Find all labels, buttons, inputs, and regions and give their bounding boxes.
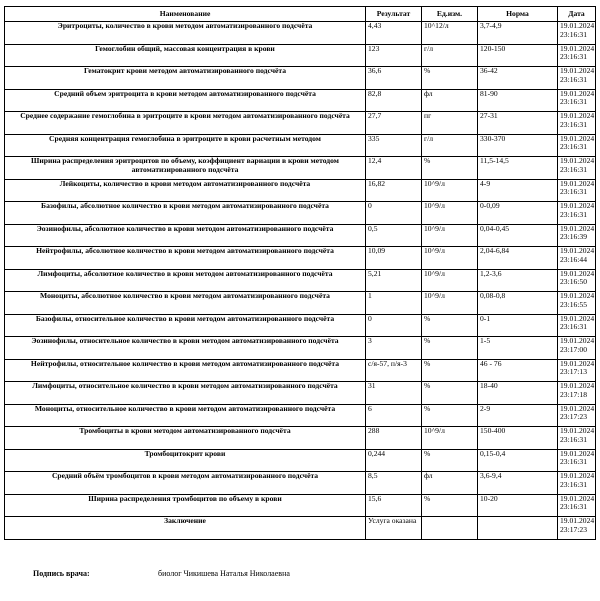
norm-cell: 46 - 76	[478, 359, 558, 382]
norm-cell: 3,7-4,9	[478, 22, 558, 45]
table-row	[5, 22, 596, 45]
unit-cell: пг	[422, 112, 478, 135]
result-cell: 6	[366, 404, 422, 427]
table-row	[5, 179, 596, 202]
date-cell	[558, 157, 596, 180]
date-value: 19.01.2024	[560, 44, 595, 53]
time-value: 23:17:23	[560, 524, 588, 534]
date-cell	[558, 224, 596, 247]
name-cell: Ширина распределения тромбоцитов по объему в крови	[5, 494, 366, 517]
name-cell: Заключение	[5, 517, 366, 540]
header-unit: Ед.изм.	[422, 7, 478, 22]
header-date: Дата	[558, 7, 596, 22]
date-value: 19.01.2024	[560, 21, 595, 30]
time-value: 23:16:31	[560, 74, 588, 84]
date-cell	[558, 427, 596, 450]
name-cell: Тромбоцитокрит крови	[5, 449, 366, 472]
table-body	[5, 22, 596, 540]
table-row	[5, 89, 596, 112]
name-cell: Лейкоциты, количество в крови методом автоматизированного подсчёта	[5, 179, 366, 202]
date-cell	[558, 112, 596, 135]
date-value: 19.01.2024	[560, 201, 595, 210]
date-value: 19.01.2024	[560, 449, 595, 458]
result-cell: 8,5	[366, 472, 422, 495]
table-row	[5, 134, 596, 157]
result-cell: 12,4	[366, 157, 422, 180]
time-value: 23:16:31	[560, 97, 588, 107]
date-cell	[558, 22, 596, 45]
name-cell: Ширина распределения эритроцитов по объему, коэффициент вариации в крови методом автоматизированного подсчёта	[5, 157, 366, 180]
unit-cell: %	[422, 67, 478, 90]
date-value: 19.01.2024	[560, 336, 595, 345]
result-cell: 10,09	[366, 247, 422, 270]
date-cell	[558, 44, 596, 67]
date-cell	[558, 472, 596, 495]
unit-cell: 10^12/л	[422, 22, 478, 45]
date-value: 19.01.2024	[560, 381, 595, 390]
unit-cell: г/л	[422, 44, 478, 67]
result-cell: 36,6	[366, 67, 422, 90]
unit-cell: 10^9/л	[422, 179, 478, 202]
result-cell: 27,7	[366, 112, 422, 135]
unit-cell: %	[422, 359, 478, 382]
name-cell: Средний объём тромбоцитов в крови методом автоматизированного подсчёта	[5, 472, 366, 495]
result-cell: 0	[366, 314, 422, 337]
time-value: 23:16:31	[560, 52, 588, 62]
table-row	[5, 269, 596, 292]
time-value: 23:16:31	[560, 322, 588, 332]
date-cell	[558, 292, 596, 315]
norm-cell: 0-0,09	[478, 202, 558, 225]
date-value: 19.01.2024	[560, 359, 595, 368]
unit-cell: %	[422, 449, 478, 472]
time-value: 23:16:50	[560, 277, 588, 287]
time-value: 23:16:31	[560, 209, 588, 219]
result-cell: Услуга оказана	[366, 517, 422, 540]
time-value: 23:17:18	[560, 389, 588, 399]
table-row	[5, 472, 596, 495]
date-cell	[558, 404, 596, 427]
date-cell	[558, 67, 596, 90]
table-row	[5, 314, 596, 337]
date-cell	[558, 449, 596, 472]
result-cell: 31	[366, 382, 422, 405]
name-cell: Тромбоциты в крови методом автоматизированного подсчёта	[5, 427, 366, 450]
date-value: 19.01.2024	[560, 156, 595, 165]
norm-cell: 3,6-9,4	[478, 472, 558, 495]
unit-cell: 10^9/л	[422, 202, 478, 225]
table-row	[5, 44, 596, 67]
norm-cell: 10-20	[478, 494, 558, 517]
name-cell: Базофилы, относительное количество в крови методом автоматизированного подсчёта	[5, 314, 366, 337]
time-value: 23:16:31	[560, 434, 588, 444]
result-cell: 0,5	[366, 224, 422, 247]
date-value: 19.01.2024	[560, 179, 595, 188]
name-cell: Эозинофилы, относительное количество в крови методом автоматизированного подсчёта	[5, 337, 366, 360]
date-value: 19.01.2024	[560, 314, 595, 323]
date-value: 19.01.2024	[560, 134, 595, 143]
name-cell: Эозинофилы, абсолютное количество в крови методом автоматизированного подсчёта	[5, 224, 366, 247]
time-value: 23:17:00	[560, 344, 588, 354]
name-cell: Лимфоциты, относительное количество в крови методом автоматизированного подсчёта	[5, 382, 366, 405]
date-cell	[558, 89, 596, 112]
name-cell: Моноциты, относительное количество в крови методом автоматизированного подсчёта	[5, 404, 366, 427]
result-cell: 5,21	[366, 269, 422, 292]
results-table	[4, 6, 596, 540]
name-cell: Гемоглобин общий, массовая концентрация в крови	[5, 44, 366, 67]
result-cell: 335	[366, 134, 422, 157]
table-row	[5, 224, 596, 247]
unit-cell: 10^9/л	[422, 269, 478, 292]
name-cell: Среднее содержание гемоглобина в эритроците в крови методом автоматизированного подсчёта	[5, 112, 366, 135]
date-cell	[558, 337, 596, 360]
table-row	[5, 202, 596, 225]
result-cell: 288	[366, 427, 422, 450]
table-row	[5, 359, 596, 382]
header-name: Наименование	[5, 7, 366, 22]
header-result: Результат	[366, 7, 422, 22]
unit-cell: 10^9/л	[422, 427, 478, 450]
time-value: 23:16:31	[560, 457, 588, 467]
table-row	[5, 404, 596, 427]
date-value: 19.01.2024	[560, 89, 595, 98]
unit-cell: 10^9/л	[422, 247, 478, 270]
date-value: 19.01.2024	[560, 404, 595, 413]
table-row	[5, 427, 596, 450]
date-value: 19.01.2024	[560, 516, 595, 525]
result-cell: 3	[366, 337, 422, 360]
norm-cell: 36-42	[478, 67, 558, 90]
name-cell: Средняя концентрация гемоглобина в эритроците в крови расчетным методом	[5, 134, 366, 157]
result-cell: 123	[366, 44, 422, 67]
norm-cell: 27-31	[478, 112, 558, 135]
result-cell: 16,82	[366, 179, 422, 202]
unit-cell: %	[422, 314, 478, 337]
result-cell: 0,244	[366, 449, 422, 472]
date-cell	[558, 179, 596, 202]
result-cell: 4,43	[366, 22, 422, 45]
norm-cell: 0,04-0,45	[478, 224, 558, 247]
norm-cell: 0-1	[478, 314, 558, 337]
date-cell	[558, 247, 596, 270]
name-cell: Гематокрит крови методом автоматизированного подсчёта	[5, 67, 366, 90]
time-value: 23:16:55	[560, 299, 588, 309]
norm-cell: 2-9	[478, 404, 558, 427]
norm-cell: 0,15-0,4	[478, 449, 558, 472]
norm-cell: 120-150	[478, 44, 558, 67]
unit-cell: 10^9/л	[422, 224, 478, 247]
time-value: 23:16:31	[560, 29, 588, 39]
date-value: 19.01.2024	[560, 291, 595, 300]
date-cell	[558, 494, 596, 517]
time-value: 23:16:39	[560, 232, 588, 242]
date-value: 19.01.2024	[560, 269, 595, 278]
name-cell: Средний объем эритроцита в крови методом автоматизированного подсчёта	[5, 89, 366, 112]
norm-cell: 2,04-6,84	[478, 247, 558, 270]
time-value: 23:16:44	[560, 254, 588, 264]
unit-cell: %	[422, 337, 478, 360]
table-row	[5, 382, 596, 405]
date-value: 19.01.2024	[560, 471, 595, 480]
unit-cell: %	[422, 494, 478, 517]
norm-cell	[478, 517, 558, 540]
result-cell: с/я-57, п/я-3	[366, 359, 422, 382]
date-cell	[558, 269, 596, 292]
date-cell	[558, 134, 596, 157]
name-cell: Моноциты, абсолютное количество в крови методом автоматизированного подсчёта	[5, 292, 366, 315]
norm-cell: 18-40	[478, 382, 558, 405]
result-cell: 82,8	[366, 89, 422, 112]
name-cell: Нейтрофилы, относительное количество в крови методом автоматизированного подсчёта	[5, 359, 366, 382]
norm-cell: 81-90	[478, 89, 558, 112]
norm-cell: 11,5-14,5	[478, 157, 558, 180]
norm-cell: 1,2-3,6	[478, 269, 558, 292]
signature-label: Подпись врача:	[33, 569, 90, 578]
name-cell: Эритроциты, количество в крови методом автоматизированного подсчёта	[5, 22, 366, 45]
date-value: 19.01.2024	[560, 426, 595, 435]
table-row	[5, 67, 596, 90]
date-cell	[558, 517, 596, 540]
date-cell	[558, 202, 596, 225]
norm-cell: 4-9	[478, 179, 558, 202]
table-row	[5, 157, 596, 180]
table-row	[5, 247, 596, 270]
time-value: 23:16:31	[560, 187, 588, 197]
date-value: 19.01.2024	[560, 246, 595, 255]
date-cell	[558, 314, 596, 337]
unit-cell: 10^9/л	[422, 292, 478, 315]
table-row	[5, 449, 596, 472]
time-value: 23:17:13	[560, 367, 588, 377]
time-value: 23:16:31	[560, 164, 588, 174]
signature-value: биолог Чикишева Наталья Николаевна	[158, 569, 290, 578]
unit-cell: фл	[422, 472, 478, 495]
time-value: 23:16:31	[560, 479, 588, 489]
result-cell: 1	[366, 292, 422, 315]
norm-cell: 0,08-0,8	[478, 292, 558, 315]
name-cell: Базофилы, абсолютное количество в крови методом автоматизированного подсчёта	[5, 202, 366, 225]
unit-cell: г/л	[422, 134, 478, 157]
table-row	[5, 337, 596, 360]
unit-cell: %	[422, 404, 478, 427]
header-norm: Норма	[478, 7, 558, 22]
table-row	[5, 112, 596, 135]
date-cell	[558, 382, 596, 405]
date-value: 19.01.2024	[560, 111, 595, 120]
table-row	[5, 292, 596, 315]
time-value: 23:17:23	[560, 412, 588, 422]
unit-cell: фл	[422, 89, 478, 112]
date-value: 19.01.2024	[560, 224, 595, 233]
unit-cell: %	[422, 382, 478, 405]
table-header-row	[5, 7, 596, 22]
unit-cell: %	[422, 157, 478, 180]
table-row	[5, 517, 596, 540]
norm-cell: 150-400	[478, 427, 558, 450]
date-value: 19.01.2024	[560, 66, 595, 75]
name-cell: Нейтрофилы, абсолютное количество в крови методом автоматизированного подсчёта	[5, 247, 366, 270]
time-value: 23:16:31	[560, 502, 588, 512]
result-cell: 0	[366, 202, 422, 225]
unit-cell	[422, 517, 478, 540]
table-row	[5, 494, 596, 517]
date-cell	[558, 359, 596, 382]
date-value: 19.01.2024	[560, 494, 595, 503]
time-value: 23:16:31	[560, 142, 588, 152]
norm-cell: 330-370	[478, 134, 558, 157]
norm-cell: 1-5	[478, 337, 558, 360]
time-value: 23:16:31	[560, 119, 588, 129]
name-cell: Лимфоциты, абсолютное количество в крови методом автоматизированного подсчёта	[5, 269, 366, 292]
result-cell: 15,6	[366, 494, 422, 517]
